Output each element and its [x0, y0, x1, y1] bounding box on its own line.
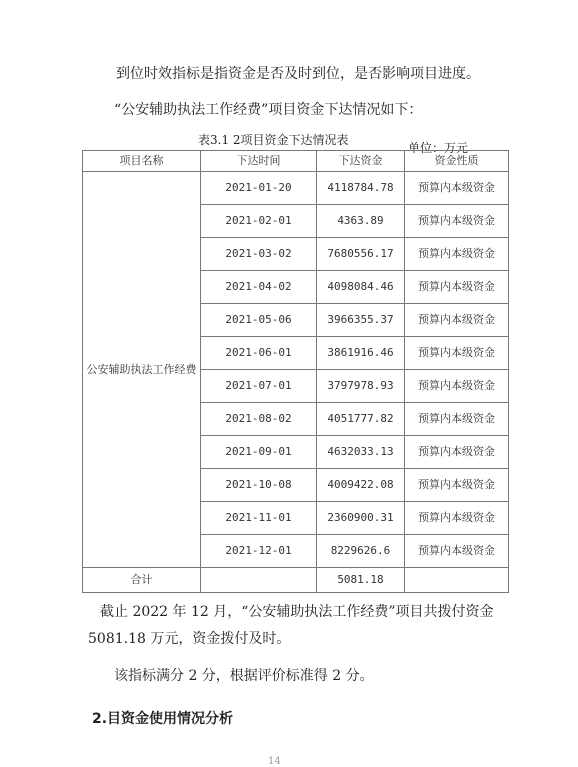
date-cell: 2021-07-01 [201, 370, 317, 403]
intro-paragraph: 到位时效指标是指资金是否及时到位，是否影响项目进度。 [116, 66, 480, 82]
total-row [83, 568, 509, 593]
amount-cell: 4632033.13 [317, 436, 405, 469]
date-cell: 2021-09-01 [201, 436, 317, 469]
nature-cell: 预算内本级资金 [405, 502, 509, 535]
score-paragraph: 该指标满分 2 分，根据评价标准得 2 分。 [114, 668, 374, 684]
amount-cell: 4363.89 [317, 205, 405, 238]
summary-paragraph [88, 602, 495, 649]
fund-table [82, 150, 509, 593]
date-cell: 2021-10-08 [201, 469, 317, 502]
amount-cell: 4051777.82 [317, 403, 405, 436]
nature-cell: 预算内本级资金 [405, 271, 509, 304]
date-cell: 2021-02-01 [201, 205, 317, 238]
nature-cell: 预算内本级资金 [405, 238, 509, 271]
date-cell: 2021-08-02 [201, 403, 317, 436]
header-project-name: 项目名称 [83, 151, 201, 172]
section-heading: 2.目资金使用情况分析 [92, 711, 234, 727]
table-caption: 表3.1 2项目资金下达情况表 [198, 133, 349, 147]
total-date-empty [201, 568, 317, 593]
nature-cell: 预算内本级资金 [405, 172, 509, 205]
amount-cell: 2360900.31 [317, 502, 405, 535]
page-number: 14 [268, 756, 281, 767]
summary-line-2: 5081.18 万元，资金拨付及时。 [88, 631, 291, 647]
total-label: 合计 [83, 568, 201, 593]
project-name-cell: 公安辅助执法工作经费 [83, 172, 201, 568]
total-nature-empty [405, 568, 509, 593]
nature-cell: 预算内本级资金 [405, 403, 509, 436]
header-date: 下达时间 [201, 151, 317, 172]
date-cell: 2021-03-02 [201, 238, 317, 271]
amount-cell: 4098084.46 [317, 271, 405, 304]
nature-cell: 预算内本级资金 [405, 337, 509, 370]
date-cell: 2021-12-01 [201, 535, 317, 568]
header-nature: 资金性质 [405, 151, 509, 172]
header-amount: 下达资金 [317, 151, 405, 172]
nature-cell: 预算内本级资金 [405, 304, 509, 337]
table-header-row [83, 151, 509, 172]
amount-cell: 3861916.46 [317, 337, 405, 370]
nature-cell: 预算内本级资金 [405, 469, 509, 502]
total-amount: 5081.18 [317, 568, 405, 593]
nature-cell: 预算内本级资金 [405, 205, 509, 238]
amount-cell: 4009422.08 [317, 469, 405, 502]
table-row [83, 172, 509, 205]
table-unit: 单位：万元 [408, 141, 469, 155]
amount-cell: 7680556.17 [317, 238, 405, 271]
date-cell: 2021-04-02 [201, 271, 317, 304]
lead-paragraph: “公安辅助执法工作经费”项目资金下达情况如下： [114, 102, 423, 118]
date-cell: 2021-05-06 [201, 304, 317, 337]
nature-cell: 预算内本级资金 [405, 535, 509, 568]
amount-cell: 3966355.37 [317, 304, 405, 337]
date-cell: 2021-06-01 [201, 337, 317, 370]
summary-line-1: 截止 2022 年 12 月，“公安辅助执法工作经费”项目共拨付资金 [100, 604, 494, 620]
date-cell: 2021-01-20 [201, 172, 317, 205]
amount-cell: 4118784.78 [317, 172, 405, 205]
nature-cell: 预算内本级资金 [405, 370, 509, 403]
amount-cell: 8229626.6 [317, 535, 405, 568]
nature-cell: 预算内本级资金 [405, 436, 509, 469]
date-cell: 2021-11-01 [201, 502, 317, 535]
amount-cell: 3797978.93 [317, 370, 405, 403]
